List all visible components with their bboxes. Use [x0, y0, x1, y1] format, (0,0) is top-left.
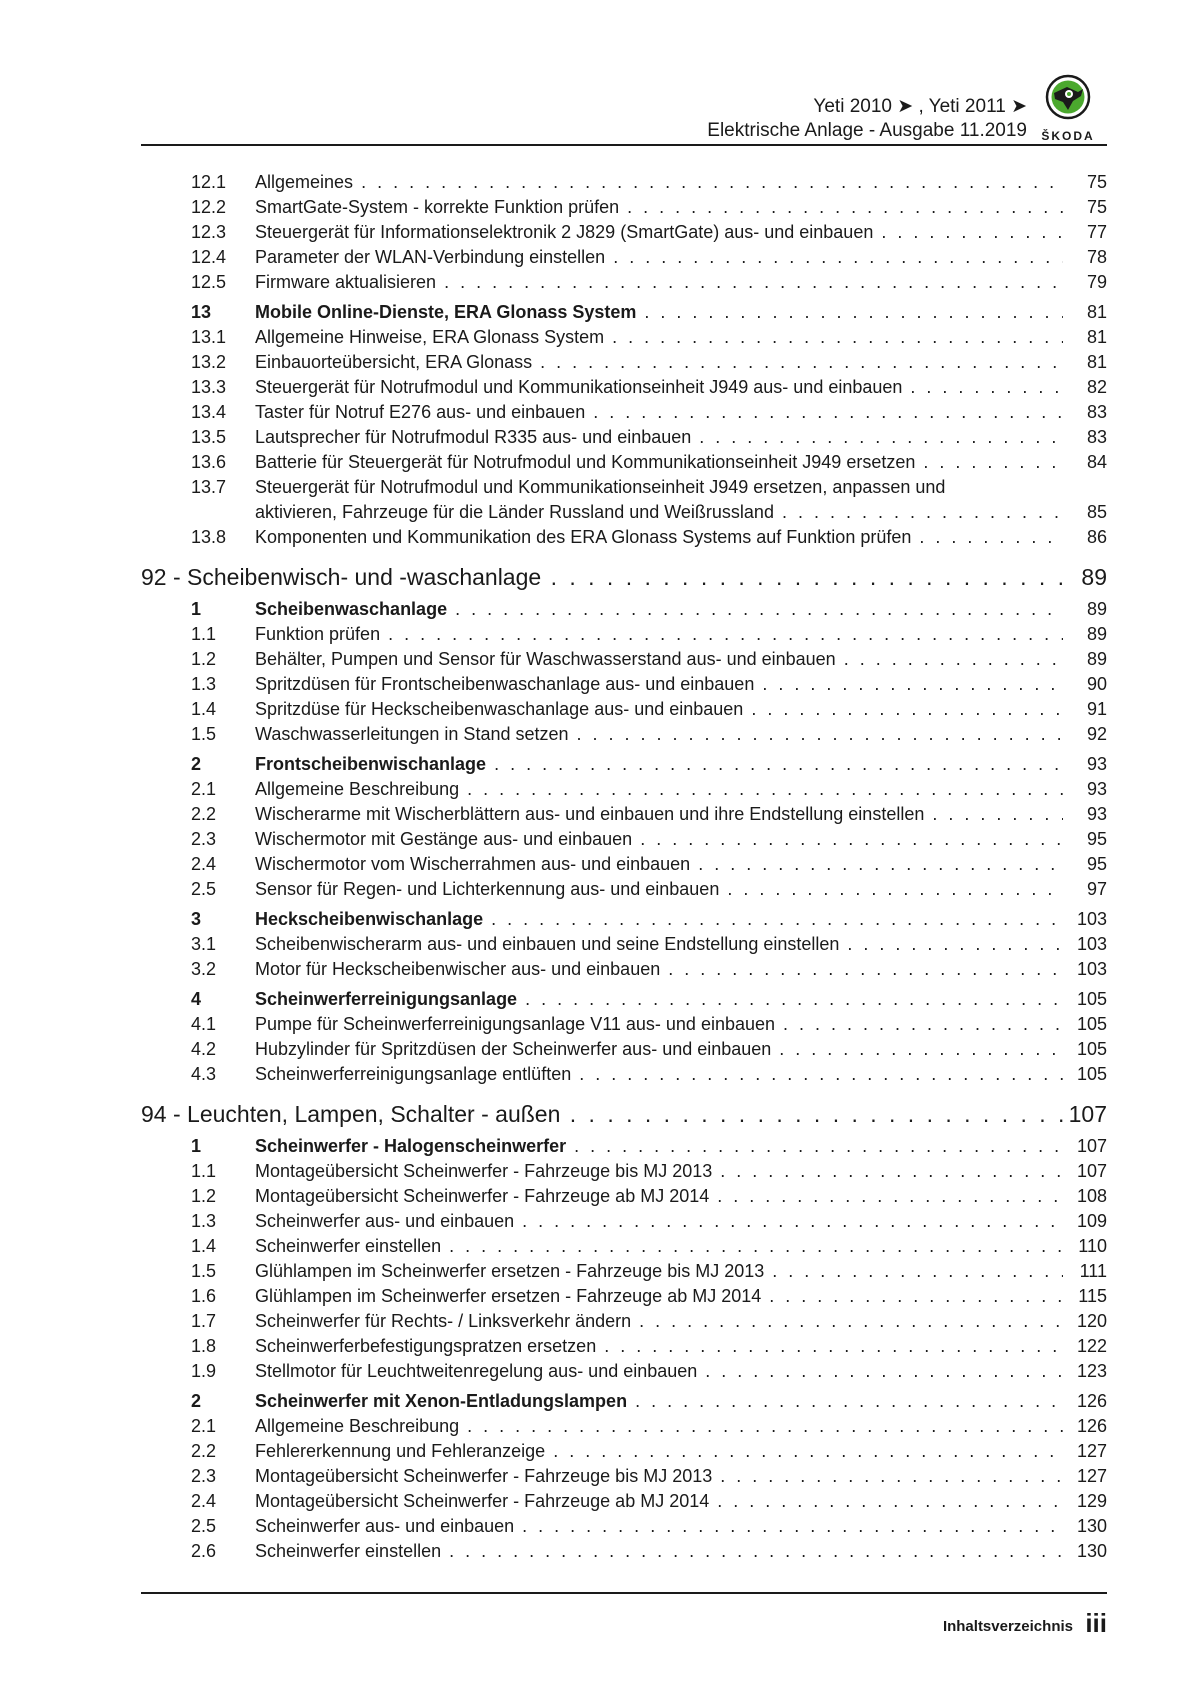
- toc-section[interactable]: [141, 597, 1107, 622]
- toc-title: Einbauorteübersicht, ERA Glonass . . .: [255, 350, 1063, 375]
- toc-number: 13.6: [191, 452, 227, 472]
- toc-entry[interactable]: [141, 220, 1107, 245]
- toc-title: Scheinwerfer einstellen . . .: [255, 1234, 1063, 1259]
- toc-number: 12.5: [191, 272, 227, 292]
- toc-title: Batterie für Steuergerät für Notrufmodul und Kommunikationseinheit J949 ersetzen . . .: [255, 450, 1063, 475]
- toc-entry[interactable]: [141, 1539, 1107, 1564]
- toc-title: Lautsprecher für Notrufmodul R335 aus- und einbauen . . .: [255, 425, 1063, 450]
- toc-section[interactable]: [141, 300, 1107, 325]
- toc-page-number: 85: [1086, 502, 1107, 522]
- toc-page-number: 127: [1076, 1441, 1107, 1461]
- toc-title: Scheinwerfer aus- und einbauen . . .: [255, 1514, 1063, 1539]
- toc-entry[interactable]: [141, 1259, 1107, 1284]
- toc-number: 1.1: [191, 1161, 217, 1181]
- toc-entry[interactable]: [141, 1062, 1107, 1087]
- toc-title: Scheibenwaschanlage . . .: [255, 597, 1063, 622]
- toc-title: Wischerarme mit Wischerblättern aus- und einbauen und ihre Endstellung einstellen . . .: [255, 802, 1063, 827]
- toc-title: Scheinwerferbefestigungspratzen ersetzen . . .: [255, 1334, 1063, 1359]
- toc-number: 12.4: [191, 247, 227, 267]
- toc-title: Motor für Heckscheibenwischer aus- und einbauen . . .: [255, 957, 1063, 982]
- toc-title: Montageübersicht Scheinwerfer - Fahrzeuge ab MJ 2014 . . .: [255, 1184, 1063, 1209]
- toc-section[interactable]: [141, 907, 1107, 932]
- toc-title: Fehlererkennung und Fehleranzeige . . .: [255, 1439, 1063, 1464]
- toc-page-number: 93: [1086, 804, 1107, 824]
- toc-entry[interactable]: [141, 1184, 1107, 1209]
- toc-title: Glühlampen im Scheinwerfer ersetzen - Fahrzeuge bis MJ 2013 . . .: [255, 1259, 1063, 1284]
- toc-number: 2.5: [191, 879, 217, 899]
- toc-entry[interactable]: [141, 1489, 1107, 1514]
- toc-number: 2.1: [191, 779, 217, 799]
- toc-entry[interactable]: [141, 325, 1107, 350]
- toc-number: 2.4: [191, 1491, 217, 1511]
- toc-number: 2.1: [191, 1416, 217, 1436]
- toc-chapter[interactable]: [141, 563, 1107, 592]
- toc-page-number: 84: [1086, 452, 1107, 472]
- toc-page-number: 90: [1086, 674, 1107, 694]
- toc-title: Firmware aktualisieren . . .: [255, 270, 1063, 295]
- toc-number: 13.3: [191, 377, 227, 397]
- skoda-wordmark: ŠKODA: [1041, 129, 1095, 143]
- toc-number: 1.1: [191, 624, 217, 644]
- toc-section[interactable]: [141, 1389, 1107, 1414]
- toc-number: 3.1: [191, 934, 217, 954]
- toc-title: Pumpe für Scheinwerferreinigungsanlage V11 aus- und einbauen . . .: [255, 1012, 1063, 1037]
- toc-page-number: 111: [1079, 1261, 1107, 1281]
- toc-entry[interactable]: [141, 1334, 1107, 1359]
- toc-title: Spritzdüsen für Frontscheibenwaschanlage aus- und einbauen . . .: [255, 672, 1063, 697]
- toc-page-number: 95: [1086, 829, 1107, 849]
- toc-page-number: 79: [1086, 272, 1107, 292]
- toc-title: Komponenten und Kommunikation des ERA Glonass Systems auf Funktion prüfen . . .: [255, 525, 1063, 550]
- toc-title: Allgemeine Beschreibung . . .: [255, 777, 1063, 802]
- toc-entry[interactable]: [141, 1359, 1107, 1384]
- toc-number: 1.5: [191, 1261, 217, 1281]
- toc-title: Montageübersicht Scheinwerfer - Fahrzeuge ab MJ 2014 . . .: [255, 1489, 1063, 1514]
- toc-entry[interactable]: [141, 932, 1107, 957]
- toc-page-number: 77: [1086, 222, 1107, 242]
- toc-page-number: 93: [1086, 779, 1107, 799]
- toc-page-number: 81: [1086, 302, 1107, 322]
- toc-title: Glühlampen im Scheinwerfer ersetzen - Fahrzeuge ab MJ 2014 . . .: [255, 1284, 1063, 1309]
- page-header: [141, 70, 1107, 146]
- toc-entry[interactable]: [141, 450, 1107, 475]
- toc-entry[interactable]: [141, 802, 1107, 827]
- toc-title: Parameter der WLAN-Verbindung einstellen . . .: [255, 245, 1063, 270]
- toc-number: 1.2: [191, 649, 217, 669]
- toc-title: Montageübersicht Scheinwerfer - Fahrzeuge bis MJ 2013 . . .: [255, 1464, 1063, 1489]
- toc-page-number: 107: [1068, 1101, 1107, 1127]
- toc-number: 2.6: [191, 1541, 217, 1561]
- toc-title: Steuergerät für Informationselektronik 2 J829 (SmartGate) aus- und einbauen . . .: [255, 220, 1063, 245]
- toc-entry[interactable]: [141, 697, 1107, 722]
- toc-number: 12.2: [191, 197, 227, 217]
- toc-page-number: 103: [1076, 934, 1107, 954]
- toc-number: 2.2: [191, 1441, 217, 1461]
- toc-entry[interactable]: [141, 400, 1107, 425]
- toc-page-number: 75: [1086, 172, 1107, 192]
- toc-number: 1.2: [191, 1186, 217, 1206]
- toc-entry[interactable]: [141, 1209, 1107, 1234]
- toc-title: Allgemeines . . .: [255, 170, 1063, 195]
- toc-title: Scheinwerfer einstellen . . .: [255, 1539, 1063, 1564]
- toc-title: Scheinwerfer für Rechts- / Linksverkehr ändern . . .: [255, 1309, 1063, 1334]
- toc-number: 1.8: [191, 1336, 217, 1356]
- toc-title: Allgemeine Beschreibung . . .: [255, 1414, 1063, 1439]
- toc-title: Sensor für Regen- und Lichterkennung aus- und einbauen . . .: [255, 877, 1063, 902]
- toc-title: Behälter, Pumpen und Sensor für Waschwasserstand aus- und einbauen . . .: [255, 647, 1063, 672]
- toc-number: 1.5: [191, 724, 217, 744]
- toc-entry[interactable]: [141, 1234, 1107, 1259]
- toc-page-number: 81: [1086, 352, 1107, 372]
- toc-page-number: 107: [1076, 1161, 1107, 1181]
- toc-number: 2.3: [191, 1466, 217, 1486]
- toc-entry[interactable]: [141, 1309, 1107, 1334]
- toc-page-number: 89: [1086, 624, 1107, 644]
- toc-title: Allgemeine Hinweise, ERA Glonass System . . .: [255, 325, 1063, 350]
- header-rule: [141, 144, 1107, 146]
- toc-title-block: [255, 475, 1063, 525]
- toc-title: Scheinwerferreinigungsanlage . . .: [255, 987, 1063, 1012]
- toc-title: 94 - Leuchten, Lampen, Schalter - außen . . .: [141, 1100, 1063, 1129]
- toc-title: Scheinwerfer - Halogenscheinwerfer . . .: [255, 1134, 1063, 1159]
- toc-entry[interactable]: [141, 1012, 1107, 1037]
- toc-title: Wischermotor vom Wischerrahmen aus- und einbauen . . .: [255, 852, 1063, 877]
- toc-number: 2.5: [191, 1516, 217, 1536]
- toc-number: 13: [191, 302, 212, 322]
- toc-page-number: 105: [1076, 1064, 1107, 1084]
- skoda-logo: [1038, 74, 1098, 144]
- toc-page-number: 95: [1086, 854, 1107, 874]
- toc-entry[interactable]: [141, 777, 1107, 802]
- toc-page-number: 97: [1086, 879, 1107, 899]
- toc-number: 2.2: [191, 804, 217, 824]
- toc-title: Stellmotor für Leuchtweitenregelung aus- und einbauen . . .: [255, 1359, 1063, 1384]
- toc-chapter[interactable]: [141, 1100, 1107, 1129]
- toc-number: 3.2: [191, 959, 217, 979]
- toc-page-number: 83: [1086, 427, 1107, 447]
- toc-title: 92 - Scheibenwisch- und -waschanlage . . .: [141, 563, 1063, 592]
- toc-number: 13.2: [191, 352, 227, 372]
- toc-title: Scheinwerferreinigungsanlage entlüften . . .: [255, 1062, 1063, 1087]
- toc-entry[interactable]: [141, 270, 1107, 295]
- toc-page-number: 81: [1086, 327, 1107, 347]
- toc-number: 1.3: [191, 1211, 217, 1231]
- toc-entry[interactable]: [141, 1464, 1107, 1489]
- toc-title: Scheibenwischerarm aus- und einbauen und seine Endstellung einstellen . . .: [255, 932, 1063, 957]
- toc-number: 1.3: [191, 674, 217, 694]
- toc-title-continued: aktivieren, Fahrzeuge für die Länder Russland und Weißrussland . . .: [255, 500, 1063, 525]
- toc-page-number: 92: [1086, 724, 1107, 744]
- toc-number: 2: [191, 1391, 202, 1411]
- toc-number: 1.9: [191, 1361, 217, 1381]
- page-footer: [141, 1592, 1107, 1638]
- toc-page-number: 107: [1076, 1136, 1107, 1156]
- footer-page-number: iii: [1085, 1608, 1107, 1638]
- toc-entry[interactable]: [141, 525, 1107, 550]
- toc-page-number: 83: [1086, 402, 1107, 422]
- toc-number: 4.2: [191, 1039, 217, 1059]
- toc-entry[interactable]: [141, 1514, 1107, 1539]
- toc-page-number: 130: [1076, 1516, 1107, 1536]
- toc-entry[interactable]: [141, 722, 1107, 747]
- footer-rule: [141, 1592, 1107, 1594]
- toc-page-number: 103: [1076, 959, 1107, 979]
- toc-entry[interactable]: [141, 1414, 1107, 1439]
- toc-page-number: 91: [1086, 699, 1107, 719]
- header-model-line: Yeti 2010 ➤ , Yeti 2011 ➤: [813, 96, 1027, 117]
- toc-section[interactable]: [141, 987, 1107, 1012]
- toc-title: Steuergerät für Notrufmodul und Kommunikationseinheit J949 ersetzen, anpassen und: [255, 477, 946, 497]
- toc-number: 13.4: [191, 402, 227, 422]
- toc-entry[interactable]: [141, 827, 1107, 852]
- toc-page-number: 129: [1076, 1491, 1107, 1511]
- toc-number: 4.3: [191, 1064, 217, 1084]
- toc-title: Waschwasserleitungen in Stand setzen . . .: [255, 722, 1063, 747]
- toc-title: Montageübersicht Scheinwerfer - Fahrzeuge bis MJ 2013 . . .: [255, 1159, 1063, 1184]
- toc-title: Mobile Online-Dienste, ERA Glonass System . . .: [255, 300, 1063, 325]
- toc-number: 13.5: [191, 427, 227, 447]
- toc-title: Frontscheibenwischanlage . . .: [255, 752, 1063, 777]
- toc-entry[interactable]: [141, 957, 1107, 982]
- toc-page-number: 110: [1078, 1236, 1107, 1256]
- toc-page-number: 75: [1086, 197, 1107, 217]
- toc-page-number: 120: [1076, 1311, 1107, 1331]
- toc-number: 13.8: [191, 527, 227, 547]
- toc-page-number: 122: [1076, 1336, 1107, 1356]
- toc-title: Hubzylinder für Spritzdüsen der Scheinwerfer aus- und einbauen . . .: [255, 1037, 1063, 1062]
- toc-page-number: 108: [1076, 1186, 1107, 1206]
- toc-section[interactable]: [141, 752, 1107, 777]
- toc-number: 13.1: [191, 327, 227, 347]
- toc-number: 4: [191, 989, 202, 1009]
- toc-number: 12.1: [191, 172, 227, 192]
- toc-page-number: 86: [1086, 527, 1107, 547]
- toc-entry[interactable]: [141, 622, 1107, 647]
- toc-title: Spritzdüse für Heckscheibenwaschanlage aus- und einbauen . . .: [255, 697, 1063, 722]
- toc-entry[interactable]: [141, 170, 1107, 195]
- toc-entry[interactable]: [141, 475, 1107, 525]
- toc-page-number: 105: [1076, 1014, 1107, 1034]
- toc-entry[interactable]: [141, 1037, 1107, 1062]
- toc-entry[interactable]: [141, 1439, 1107, 1464]
- toc-page-number: 109: [1076, 1211, 1107, 1231]
- toc-entry[interactable]: [141, 647, 1107, 672]
- toc-number: 13.7: [191, 477, 227, 497]
- toc-number: 1.6: [191, 1286, 217, 1306]
- header-manual-line: Elektrische Anlage - Ausgabe 11.2019: [707, 120, 1027, 141]
- toc-page-number: 78: [1086, 247, 1107, 267]
- toc-title: Funktion prüfen . . .: [255, 622, 1063, 647]
- toc-number: 4.1: [191, 1014, 217, 1034]
- toc-title: Taster für Notruf E276 aus- und einbauen . . .: [255, 400, 1063, 425]
- toc-entry[interactable]: [141, 877, 1107, 902]
- footer-label: Inhaltsverzeichnis: [942, 1618, 1073, 1635]
- toc-page-number: 123: [1076, 1361, 1107, 1381]
- toc-entry[interactable]: [141, 195, 1107, 220]
- toc-title: Wischermotor mit Gestänge aus- und einbauen . . .: [255, 827, 1063, 852]
- toc-page-number: 126: [1076, 1391, 1107, 1411]
- toc-entry[interactable]: [141, 425, 1107, 450]
- toc-number: 2: [191, 754, 202, 774]
- toc-entry[interactable]: [141, 245, 1107, 270]
- toc-entry[interactable]: [141, 1159, 1107, 1184]
- toc-page-number: 89: [1086, 599, 1107, 619]
- skoda-emblem-icon: [1045, 74, 1091, 126]
- header-text: [707, 95, 1027, 143]
- toc-page-number: 82: [1086, 377, 1107, 397]
- toc-number: 2.3: [191, 829, 217, 849]
- toc-number: 1.4: [191, 699, 217, 719]
- toc-page-number: 127: [1076, 1466, 1107, 1486]
- toc-page-number: 89: [1081, 564, 1107, 590]
- toc-number: 1: [191, 599, 202, 619]
- toc-page-number: 115: [1078, 1286, 1107, 1306]
- toc-page-number: 105: [1076, 1039, 1107, 1059]
- toc-page-number: 130: [1076, 1541, 1107, 1561]
- toc-number: 1.7: [191, 1311, 217, 1331]
- toc-title: Steuergerät für Notrufmodul und Kommunikationseinheit J949 aus- und einbauen . . .: [255, 375, 1063, 400]
- toc-section[interactable]: [141, 1134, 1107, 1159]
- toc-page-number: 105: [1076, 989, 1107, 1009]
- toc-entry[interactable]: [141, 1284, 1107, 1309]
- toc-number: 2.4: [191, 854, 217, 874]
- toc-title: Scheinwerfer aus- und einbauen . . .: [255, 1209, 1063, 1234]
- table-of-contents: [141, 170, 1107, 1564]
- toc-page-number: 89: [1086, 649, 1107, 669]
- toc-entry[interactable]: [141, 852, 1107, 877]
- toc-entry[interactable]: [141, 672, 1107, 697]
- toc-page-number: 103: [1076, 909, 1107, 929]
- toc-number: 1.4: [191, 1236, 217, 1256]
- toc-title: Scheinwerfer mit Xenon-Entladungslampen . . .: [255, 1389, 1063, 1414]
- toc-title: Heckscheibenwischanlage . . .: [255, 907, 1063, 932]
- toc-entry[interactable]: [141, 350, 1107, 375]
- toc-page-number: 126: [1076, 1416, 1107, 1436]
- toc-number: 3: [191, 909, 202, 929]
- toc-number: 12.3: [191, 222, 227, 242]
- toc-title: SmartGate-System - korrekte Funktion prüfen . . .: [255, 195, 1063, 220]
- toc-number: 1: [191, 1136, 202, 1156]
- toc-page-number: 93: [1086, 754, 1107, 774]
- toc-entry[interactable]: [141, 375, 1107, 400]
